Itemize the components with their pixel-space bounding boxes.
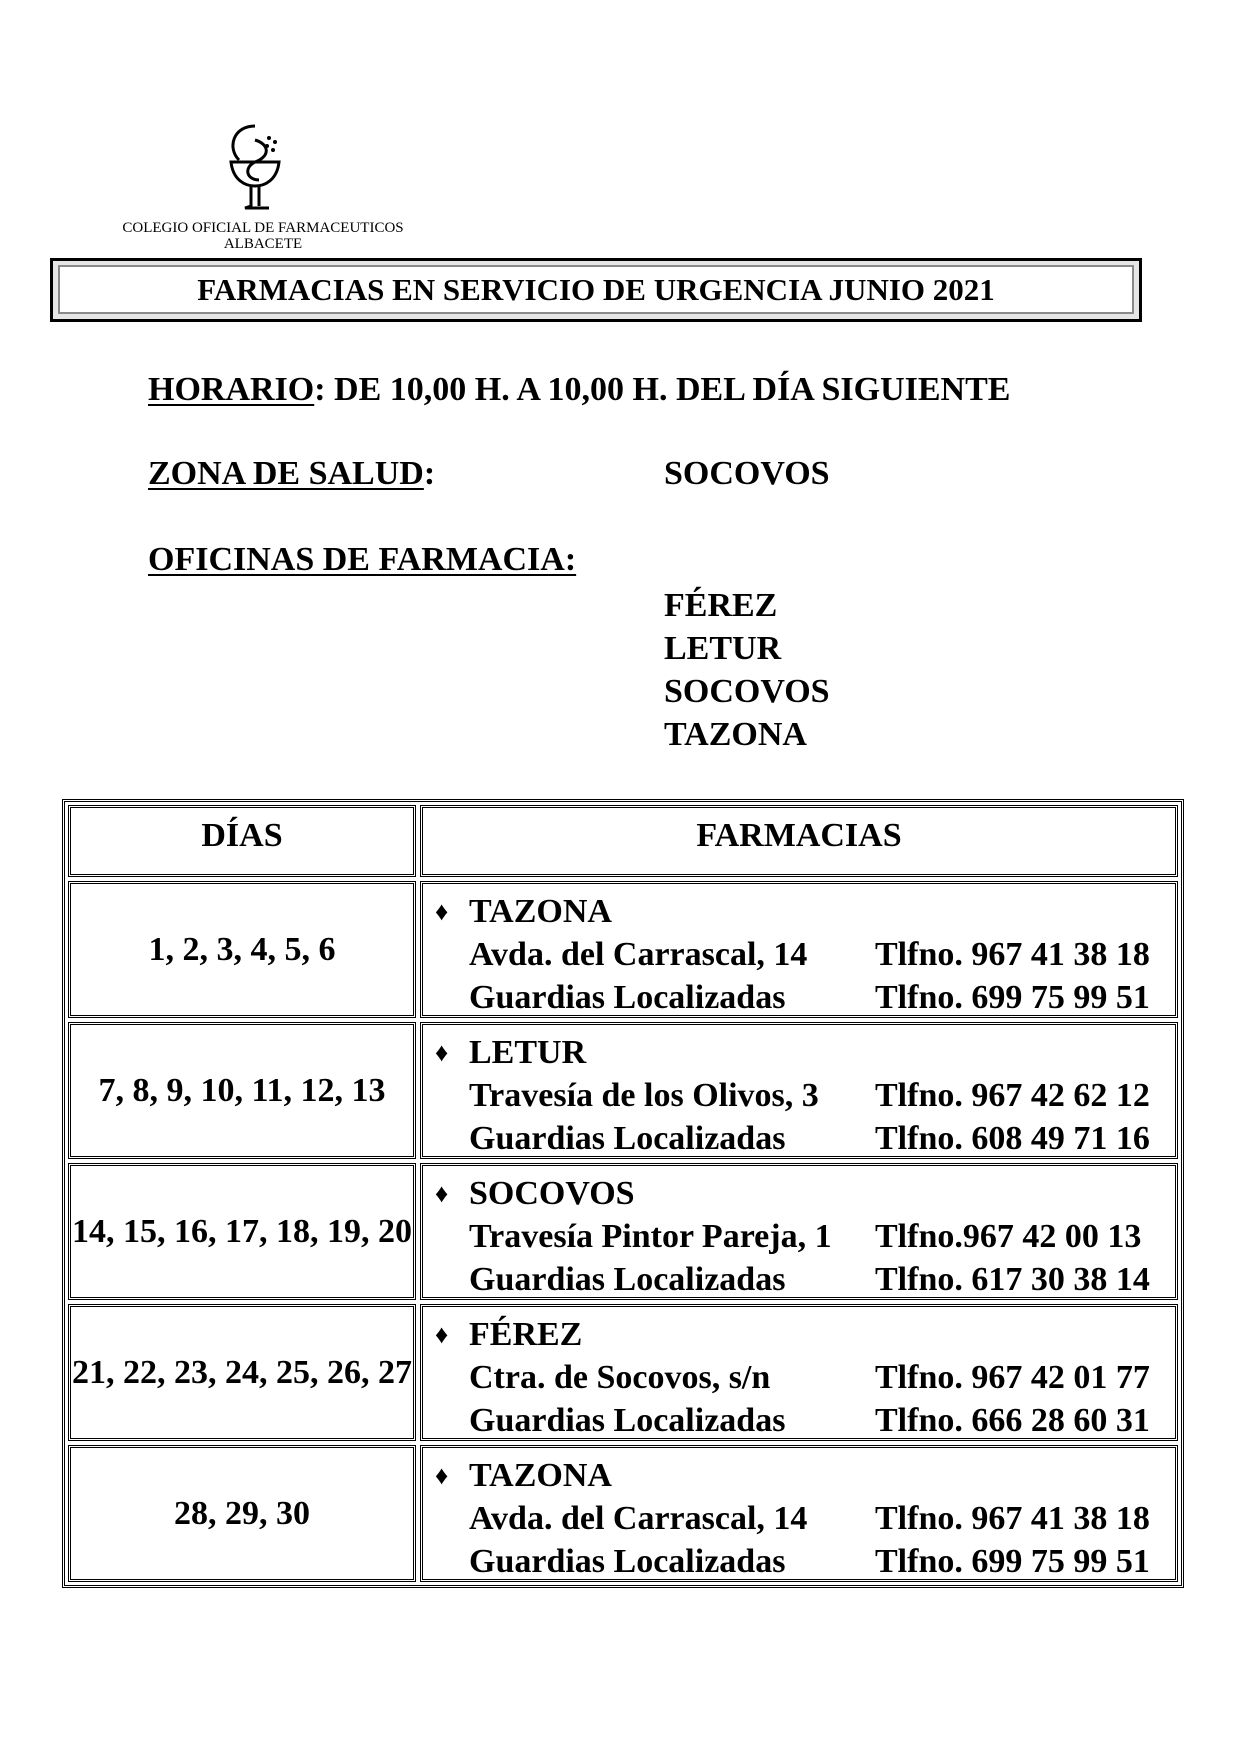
days-cell: 7, 8, 9, 10, 11, 12, 13 [68, 1022, 416, 1159]
horario-line [148, 371, 1010, 409]
oficina-item: TAZONA [664, 716, 807, 753]
pharmacy-cell [420, 1304, 1178, 1441]
pharmacy-cell [420, 1022, 1178, 1159]
pharmacy-phone: Tlfno.967 42 00 13 [875, 1218, 1142, 1255]
zona-line [148, 455, 435, 493]
oficinas-list [664, 584, 830, 756]
horario-value: : DE 10,00 H. A 10,00 H. DEL DÍA SIGUIENTE [314, 371, 1011, 408]
guard-phone: Tlfno. 699 75 99 51 [875, 979, 1150, 1016]
pharmacy-phone: Tlfno. 967 41 38 18 [875, 1500, 1150, 1537]
zona-colon: : [423, 455, 436, 492]
diamond-bullet-icon: ♦ [435, 897, 449, 926]
days-cell: 1, 2, 3, 4, 5, 6 [68, 881, 416, 1018]
days-cell: 14, 15, 16, 17, 18, 19, 20 [68, 1163, 416, 1300]
diamond-bullet-icon: ♦ [435, 1038, 449, 1067]
pharmacy-address: Avda. del Carrascal, 14 [469, 1500, 808, 1537]
pharmacy-cell [420, 1163, 1178, 1300]
pharmacy-address: Avda. del Carrascal, 14 [469, 936, 808, 973]
zona-label: ZONA DE SALUD [148, 455, 424, 492]
pharmacy-logo-icon [225, 118, 285, 213]
schedule-table [62, 799, 1184, 1588]
guard-label: Guardias Localizadas [469, 1120, 786, 1157]
organization-label: COLEGIO OFICIAL DE FARMACEUTICOS [122, 220, 404, 236]
organization-name [103, 220, 423, 252]
oficinas-label: OFICINAS DE FARMACIA: [148, 541, 577, 578]
pharmacy-name: TAZONA [469, 893, 612, 930]
guard-label: Guardias Localizadas [469, 979, 786, 1016]
pharmacy-cell [420, 881, 1178, 1018]
pharmacy-name: FÉREZ [469, 1316, 583, 1353]
diamond-bullet-icon: ♦ [435, 1461, 449, 1490]
guard-label: Guardias Localizadas [469, 1543, 786, 1580]
title-box [50, 258, 1142, 322]
pharmacy-address: Travesía de los Olivos, 3 [469, 1077, 819, 1114]
oficina-item: FÉREZ [664, 587, 778, 624]
guard-label: Guardias Localizadas [469, 1261, 786, 1298]
guard-phone: Tlfno. 699 75 99 51 [875, 1543, 1150, 1580]
oficina-item: LETUR [664, 630, 782, 667]
pharmacy-name: TAZONA [469, 1457, 612, 1494]
pharmacy-cell [420, 1445, 1178, 1582]
guard-phone: Tlfno. 608 49 71 16 [875, 1120, 1150, 1157]
days-cell: 21, 22, 23, 24, 25, 26, 27 [68, 1304, 416, 1441]
horario-label: HORARIO [148, 371, 315, 408]
pharmacy-phone: Tlfno. 967 42 01 77 [875, 1359, 1150, 1396]
guard-phone: Tlfno. 617 30 38 14 [875, 1261, 1150, 1298]
header-dias: DÍAS [68, 805, 416, 877]
page-title: FARMACIAS EN SERVICIO DE URGENCIA JUNIO 2021 [58, 265, 1134, 314]
header-farmacias: FARMACIAS [420, 805, 1178, 877]
diamond-bullet-icon: ♦ [435, 1320, 449, 1349]
pharmacy-address: Ctra. de Socovos, s/n [469, 1359, 771, 1396]
pharmacy-name: SOCOVOS [469, 1175, 635, 1212]
days-cell: 28, 29, 30 [68, 1445, 416, 1582]
guard-label: Guardias Localizadas [469, 1402, 786, 1439]
pharmacy-name: LETUR [469, 1034, 587, 1071]
pharmacy-phone: Tlfno. 967 42 62 12 [875, 1077, 1150, 1114]
organization-city: ALBACETE [223, 236, 303, 252]
zona-value: SOCOVOS [664, 455, 830, 492]
pharmacy-phone: Tlfno. 967 41 38 18 [875, 936, 1150, 973]
pharmacy-address: Travesía Pintor Pareja, 1 [469, 1218, 832, 1255]
diamond-bullet-icon: ♦ [435, 1179, 449, 1208]
guard-phone: Tlfno. 666 28 60 31 [875, 1402, 1150, 1439]
oficina-item: SOCOVOS [664, 673, 830, 710]
